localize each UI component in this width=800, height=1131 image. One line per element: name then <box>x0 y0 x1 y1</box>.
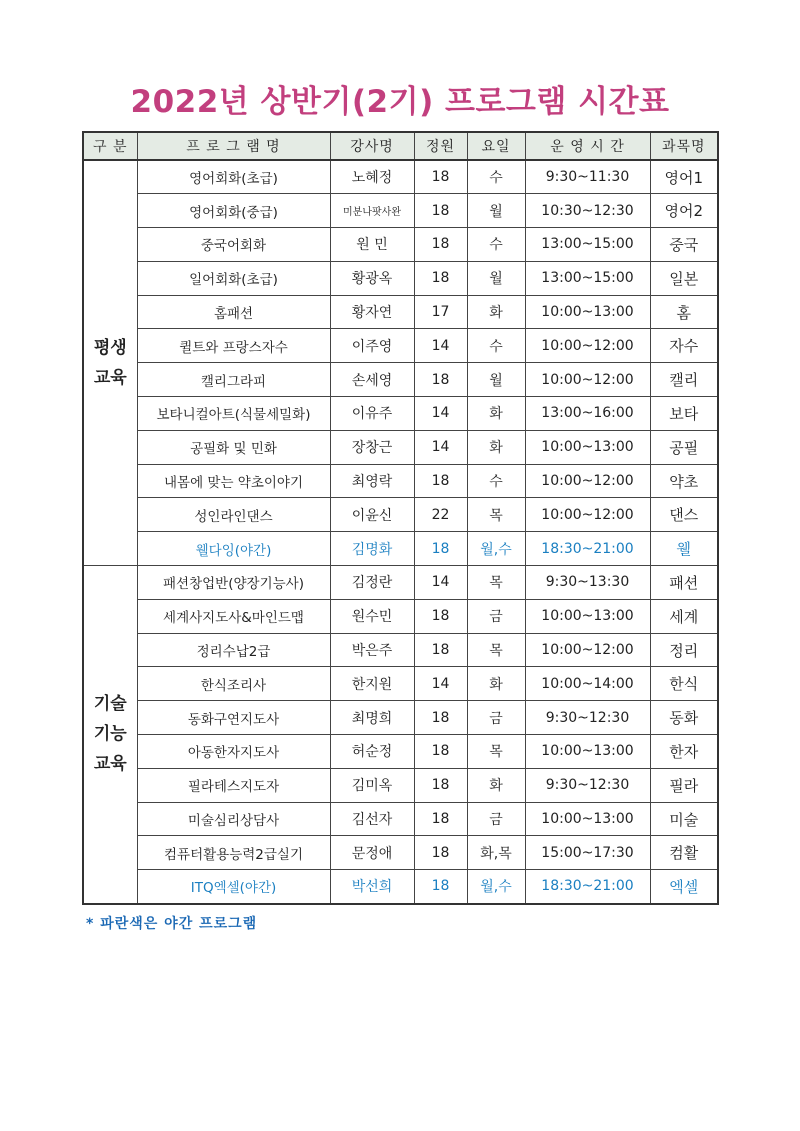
subject-cell: 한식 <box>650 667 718 701</box>
instructor-cell: 원수민 <box>330 599 414 633</box>
program-cell: 일어회화(초급) <box>137 261 330 295</box>
instructor-cell: 김정란 <box>330 566 414 600</box>
schedule-table <box>82 131 719 905</box>
capacity-cell: 14 <box>414 329 467 363</box>
instructor-cell: 이유주 <box>330 397 414 431</box>
capacity-cell: 18 <box>414 228 467 262</box>
time-cell: 18:30~21:00 <box>525 532 650 566</box>
program-cell: 패션창업반(양장기능사) <box>137 566 330 600</box>
subject-cell: 한자 <box>650 735 718 769</box>
time-cell: 10:00~12:00 <box>525 633 650 667</box>
day-cell: 화 <box>467 768 525 802</box>
capacity-cell: 14 <box>414 430 467 464</box>
table-row <box>83 363 718 397</box>
program-cell: 한식조리사 <box>137 667 330 701</box>
table-header-row <box>83 132 718 160</box>
header-subject: 과목명 <box>650 132 718 160</box>
capacity-cell: 14 <box>414 667 467 701</box>
time-cell: 10:00~12:00 <box>525 464 650 498</box>
time-cell: 10:00~13:00 <box>525 735 650 769</box>
instructor-cell: 황자연 <box>330 295 414 329</box>
table-row <box>83 295 718 329</box>
header-day: 요일 <box>467 132 525 160</box>
program-cell: 홈패션 <box>137 295 330 329</box>
program-cell: 세계사지도사&마인드맵 <box>137 599 330 633</box>
time-cell: 10:00~12:00 <box>525 329 650 363</box>
day-cell: 월 <box>467 363 525 397</box>
table-row <box>83 397 718 431</box>
subject-cell: 영어2 <box>650 194 718 228</box>
day-cell: 화 <box>467 295 525 329</box>
time-cell: 9:30~12:30 <box>525 768 650 802</box>
table-row <box>83 228 718 262</box>
table-row <box>83 194 718 228</box>
subject-cell: 패션 <box>650 566 718 600</box>
subject-cell: 약초 <box>650 464 718 498</box>
day-cell: 월,수 <box>467 532 525 566</box>
time-cell: 10:00~12:00 <box>525 363 650 397</box>
instructor-cell: 박선희 <box>330 870 414 904</box>
capacity-cell: 18 <box>414 633 467 667</box>
time-cell: 10:00~13:00 <box>525 599 650 633</box>
table-row <box>83 599 718 633</box>
program-cell: 영어회화(초급) <box>137 160 330 194</box>
header-program: 프 로 그 램 명 <box>137 132 330 160</box>
program-cell: 보타니컬아트(식물세밀화) <box>137 397 330 431</box>
time-cell: 13:00~16:00 <box>525 397 650 431</box>
program-cell: 내몸에 맞는 약초이야기 <box>137 464 330 498</box>
table-row <box>83 532 718 566</box>
subject-cell: 동화 <box>650 701 718 735</box>
program-cell: 캘리그라피 <box>137 363 330 397</box>
subject-cell: 홈 <box>650 295 718 329</box>
program-cell: 미술심리상담사 <box>137 802 330 836</box>
day-cell: 월 <box>467 194 525 228</box>
capacity-cell: 18 <box>414 363 467 397</box>
time-cell: 10:00~14:00 <box>525 667 650 701</box>
header-instructor: 강사명 <box>330 132 414 160</box>
subject-cell: 공필 <box>650 430 718 464</box>
category-cell: 평생 교육 <box>83 160 137 566</box>
table-row <box>83 870 718 904</box>
instructor-cell: 허순정 <box>330 735 414 769</box>
capacity-cell: 18 <box>414 464 467 498</box>
capacity-cell: 18 <box>414 701 467 735</box>
capacity-cell: 17 <box>414 295 467 329</box>
program-cell: 영어회화(중급) <box>137 194 330 228</box>
day-cell: 수 <box>467 228 525 262</box>
table-row <box>83 430 718 464</box>
table-row <box>83 261 718 295</box>
capacity-cell: 18 <box>414 160 467 194</box>
day-cell: 목 <box>467 566 525 600</box>
capacity-cell: 18 <box>414 261 467 295</box>
instructor-cell: 미분나팟사완 <box>330 194 414 228</box>
subject-cell: 보타 <box>650 397 718 431</box>
instructor-cell: 최영락 <box>330 464 414 498</box>
day-cell: 화 <box>467 667 525 701</box>
subject-cell: 컴활 <box>650 836 718 870</box>
capacity-cell: 14 <box>414 397 467 431</box>
capacity-cell: 18 <box>414 735 467 769</box>
instructor-cell: 이윤신 <box>330 498 414 532</box>
program-cell: 컴퓨터활용능력2급실기 <box>137 836 330 870</box>
night-program-note: * 파란색은 야간 프로그램 <box>86 916 258 932</box>
instructor-cell: 손세영 <box>330 363 414 397</box>
program-cell: 웰다잉(야간) <box>137 532 330 566</box>
header-time: 운 영 시 간 <box>525 132 650 160</box>
instructor-cell: 김명화 <box>330 532 414 566</box>
table-row <box>83 836 718 870</box>
program-cell: 퀼트와 프랑스자수 <box>137 329 330 363</box>
day-cell: 목 <box>467 498 525 532</box>
table-row <box>83 566 718 600</box>
table-row <box>83 498 718 532</box>
time-cell: 15:00~17:30 <box>525 836 650 870</box>
instructor-cell: 김미옥 <box>330 768 414 802</box>
table-row <box>83 329 718 363</box>
program-cell: 성인라인댄스 <box>137 498 330 532</box>
program-cell: 정리수납2급 <box>137 633 330 667</box>
day-cell: 수 <box>467 160 525 194</box>
day-cell: 목 <box>467 633 525 667</box>
day-cell: 화 <box>467 397 525 431</box>
time-cell: 9:30~12:30 <box>525 701 650 735</box>
program-cell: 아동한자지도사 <box>137 735 330 769</box>
time-cell: 9:30~11:30 <box>525 160 650 194</box>
instructor-cell: 황광옥 <box>330 261 414 295</box>
time-cell: 10:00~13:00 <box>525 802 650 836</box>
table-row <box>83 667 718 701</box>
category-cell: 기술 기능 교육 <box>83 566 137 904</box>
time-cell: 10:00~12:00 <box>525 498 650 532</box>
program-cell: 중국어회화 <box>137 228 330 262</box>
instructor-cell: 박은주 <box>330 633 414 667</box>
instructor-cell: 문정애 <box>330 836 414 870</box>
subject-cell: 일본 <box>650 261 718 295</box>
capacity-cell: 18 <box>414 532 467 566</box>
table-row <box>83 735 718 769</box>
day-cell: 금 <box>467 599 525 633</box>
time-cell: 10:00~13:00 <box>525 295 650 329</box>
subject-cell: 미술 <box>650 802 718 836</box>
instructor-cell: 이주영 <box>330 329 414 363</box>
table-body <box>83 160 718 904</box>
subject-cell: 세계 <box>650 599 718 633</box>
table-row <box>83 160 718 194</box>
day-cell: 목 <box>467 735 525 769</box>
day-cell: 수 <box>467 329 525 363</box>
time-cell: 13:00~15:00 <box>525 228 650 262</box>
subject-cell: 필라 <box>650 768 718 802</box>
subject-cell: 캘리 <box>650 363 718 397</box>
subject-cell: 엑셀 <box>650 870 718 904</box>
day-cell: 월,수 <box>467 870 525 904</box>
capacity-cell: 18 <box>414 870 467 904</box>
table-row <box>83 802 718 836</box>
subject-cell: 웰 <box>650 532 718 566</box>
table-row <box>83 464 718 498</box>
program-cell: ITQ엑셀(야간) <box>137 870 330 904</box>
day-cell: 화 <box>467 430 525 464</box>
time-cell: 10:00~13:00 <box>525 430 650 464</box>
capacity-cell: 18 <box>414 194 467 228</box>
header-category: 구 분 <box>83 132 137 160</box>
capacity-cell: 14 <box>414 566 467 600</box>
day-cell: 금 <box>467 802 525 836</box>
subject-cell: 정리 <box>650 633 718 667</box>
time-cell: 10:30~12:30 <box>525 194 650 228</box>
time-cell: 18:30~21:00 <box>525 870 650 904</box>
header-capacity: 정원 <box>414 132 467 160</box>
subject-cell: 영어1 <box>650 160 718 194</box>
program-cell: 동화구연지도사 <box>137 701 330 735</box>
table-row <box>83 768 718 802</box>
instructor-cell: 노혜정 <box>330 160 414 194</box>
day-cell: 수 <box>467 464 525 498</box>
program-cell: 필라테스지도자 <box>137 768 330 802</box>
time-cell: 13:00~15:00 <box>525 261 650 295</box>
program-cell: 공필화 및 민화 <box>137 430 330 464</box>
capacity-cell: 22 <box>414 498 467 532</box>
page-title: 2022년 상반기(2기) 프로그램 시간표 <box>130 84 670 120</box>
capacity-cell: 18 <box>414 802 467 836</box>
instructor-cell: 김선자 <box>330 802 414 836</box>
table-row <box>83 701 718 735</box>
day-cell: 월 <box>467 261 525 295</box>
instructor-cell: 원 민 <box>330 228 414 262</box>
subject-cell: 자수 <box>650 329 718 363</box>
instructor-cell: 한지원 <box>330 667 414 701</box>
subject-cell: 댄스 <box>650 498 718 532</box>
instructor-cell: 최명희 <box>330 701 414 735</box>
subject-cell: 중국 <box>650 228 718 262</box>
capacity-cell: 18 <box>414 599 467 633</box>
instructor-cell: 장창근 <box>330 430 414 464</box>
day-cell: 금 <box>467 701 525 735</box>
day-cell: 화,목 <box>467 836 525 870</box>
table-row <box>83 633 718 667</box>
capacity-cell: 18 <box>414 768 467 802</box>
time-cell: 9:30~13:30 <box>525 566 650 600</box>
capacity-cell: 18 <box>414 836 467 870</box>
